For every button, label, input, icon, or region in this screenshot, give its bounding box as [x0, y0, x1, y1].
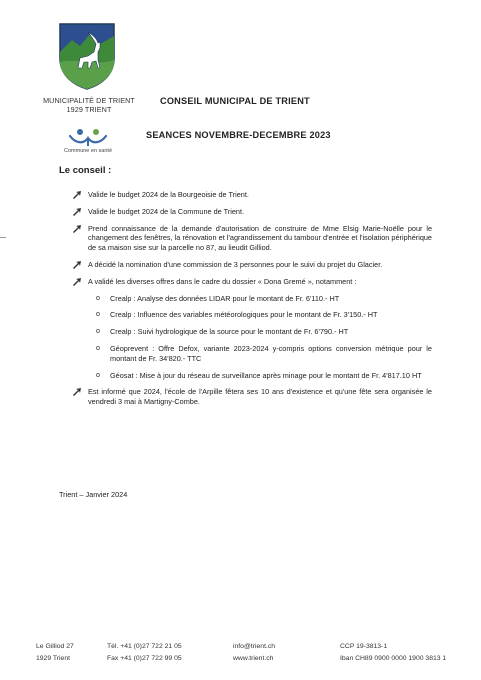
- sublist-item: [72, 310, 432, 320]
- municipality-name: [40, 96, 138, 114]
- sublist-item-text: Crealp : Suivi hydrologique de la source pour le montant de Fr. 6'790.- HT: [110, 327, 349, 337]
- sublist-item-text: Crealp : Analyse des données LIDAR pour le montant de Fr. 6'110.- HT: [110, 293, 340, 303]
- address-line2: 1929 Trient: [36, 655, 71, 662]
- section-heading: Le conseil :: [59, 165, 112, 176]
- list-item-text: A décidé la nomination d'une commission de 3 personnes pour le suivi du projet du Glacier.: [88, 259, 383, 269]
- sublist-item: [72, 294, 432, 304]
- document-subtitle: SEANCES NOVEMBRE-DECEMBRE 2023: [146, 130, 331, 140]
- email-link[interactable]: info@trient.ch: [233, 643, 276, 650]
- list-item: [72, 190, 432, 200]
- footer-phone: [107, 641, 182, 665]
- arrow-bullet-icon: [72, 277, 82, 287]
- decision-list: [72, 190, 432, 414]
- offer-sublist: [72, 294, 432, 381]
- document-title: CONSEIL MUNICIPAL DE TRIENT: [160, 96, 310, 106]
- arrow-bullet-icon: [72, 260, 82, 270]
- list-item-text: Prend connaissance de la demande d'autorisation de construire de Mme Elsig Marie-Noëlle pour le changement des fenêtres, la rénovation et l'agrandissement du tambour d'entrée et l'isolation périphérique de sa maison sise sur la parcelle no 87, au lieudit Gilliod.: [88, 223, 432, 253]
- list-item-text: Est informé que 2024, l'école de l'Arpille fêtera ses 10 ans d'existence et qu'une fête sera organisée le vendredi 3 mai à Martigny-Combe.: [88, 387, 432, 407]
- sublist-item: [72, 371, 432, 381]
- circle-bullet-icon: o: [96, 344, 100, 352]
- list-item: [72, 260, 432, 270]
- circle-bullet-icon: o: [96, 311, 100, 319]
- list-item: [72, 277, 432, 287]
- circle-bullet-icon: o: [96, 328, 100, 336]
- arrow-bullet-icon: [72, 190, 82, 200]
- circle-bullet-icon: o: [96, 294, 100, 302]
- signoff-date: Trient – Janvier 2024: [59, 490, 128, 499]
- sublist-item: [72, 327, 432, 337]
- website-link[interactable]: www.trient.ch: [233, 655, 274, 662]
- footer-bank: [340, 641, 446, 665]
- list-item: [72, 387, 432, 407]
- list-item-text: Valide le budget 2024 de la Bourgeoisie de Trient.: [88, 190, 249, 199]
- sublist-item-text: Géoprevent : Offre Defox, variante 2023-2024 y-compris options conversion métrique pour le montant de Fr. 34'820.- TTC: [110, 343, 432, 363]
- list-item: [72, 207, 432, 217]
- address-line1: Le Gilliod 27: [36, 643, 74, 650]
- arrow-bullet-icon: [72, 387, 82, 397]
- sublist-item: [72, 344, 432, 364]
- footer-contact: [233, 641, 275, 665]
- commune-en-sante-logo: [64, 126, 112, 148]
- list-item-text: A validé les diverses offres dans le cadre du dossier « Dona Gremé », notamment :: [88, 276, 357, 286]
- sublist-item-text: Crealp : Influence des variables météorologiques pour le montant de Fr. 3'150.- HT: [110, 310, 378, 320]
- circle-bullet-icon: o: [96, 371, 100, 379]
- fax-number: Fax +41 (0)27 722 99 05: [107, 655, 182, 662]
- list-item: [72, 224, 432, 253]
- municipality-line2: 1929 TRIENT: [66, 105, 112, 114]
- arrow-bullet-icon: [72, 224, 82, 234]
- sublist-item-text: Géosat : Mise à jour du réseau de surveillance après minage pour le montant de Fr. 4'817.10 HT: [110, 370, 422, 380]
- commune-en-sante-label: Commune en santé: [64, 148, 112, 154]
- coat-of-arms-logo: [58, 22, 116, 90]
- list-item-text: Valide le budget 2024 de la Commune de Trient.: [88, 206, 245, 216]
- municipality-line1: MUNICIPALITÉ DE TRIENT: [43, 96, 135, 105]
- ccp-number: CCP 19-3813-1: [340, 643, 388, 650]
- iban-number: Iban CH89 0900 0000 1900 3813 1: [340, 655, 447, 662]
- footer-address: [36, 641, 74, 665]
- phone-number: Tél. +41 (0)27 722 21 05: [107, 643, 182, 650]
- margin-mark: [0, 237, 6, 238]
- arrow-bullet-icon: [72, 207, 82, 217]
